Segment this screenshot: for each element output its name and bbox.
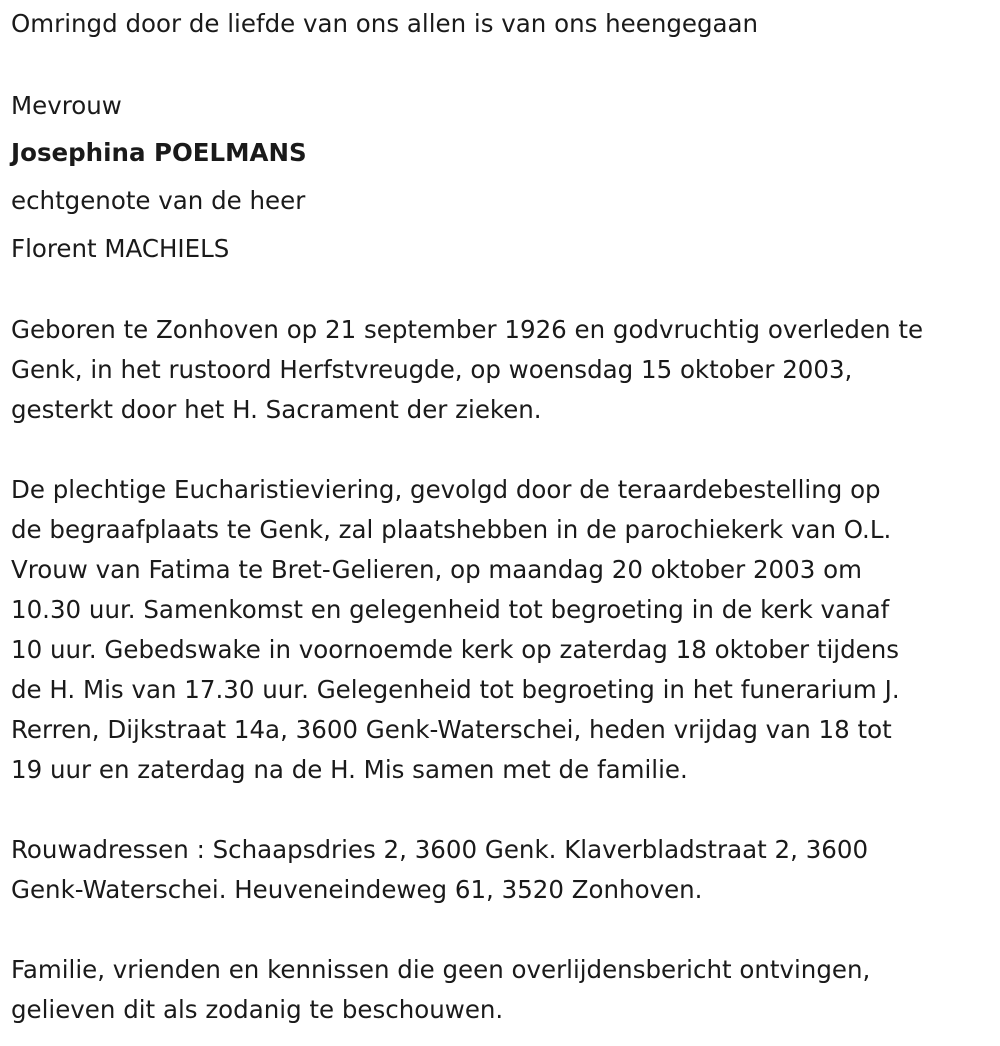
ceremony-line: 19 uur en zaterdag na de H. Mis samen met de familie.: [11, 755, 688, 784]
birth-death-line: Genk, in het rustoord Herfstvreugde, op woensdag 15 oktober 2003,: [11, 355, 853, 384]
deceased-name: Josephina POELMANS: [11, 138, 307, 167]
intro-text: Omringd door de liefde van ons allen is van ons heengegaan: [11, 9, 759, 38]
ceremony-line: de begraafplaats te Genk, zal plaatshebben in de parochiekerk van O.L.: [11, 515, 892, 544]
ceremony-line: 10 uur. Gebedswake in voornoemde kerk op zaterdag 18 oktober tijdens: [11, 635, 899, 664]
title-prefix: Mevrouw: [11, 91, 122, 120]
ceremony-line: 10.30 uur. Samenkomst en gelegenheid tot begroeting in de kerk vanaf: [11, 595, 890, 624]
closing-line: gelieven dit als zodanig te beschouwen.: [11, 995, 504, 1024]
ceremony-line: De plechtige Eucharistieviering, gevolgd door de teraardebestelling op: [11, 475, 881, 504]
birth-death-line: gesterkt door het H. Sacrament der zieken.: [11, 395, 542, 424]
ceremony-line: Rerren, Dijkstraat 14a, 3600 Genk-Waterschei, heden vrijdag van 18 tot: [11, 715, 892, 744]
addresses-line: Genk-Waterschei. Heuveneindeweg 61, 3520 Zonhoven.: [11, 875, 703, 904]
ceremony-line: Vrouw van Fatima te Bret-Gelieren, op maandag 20 oktober 2003 om: [11, 555, 862, 584]
spouse-relation: echtgenote van de heer: [11, 186, 306, 215]
addresses-line: Rouwadressen : Schaapsdries 2, 3600 Genk. Klaverbladstraat 2, 3600: [11, 835, 869, 864]
closing-line: Familie, vrienden en kennissen die geen overlijdensbericht ontvingen,: [11, 955, 871, 984]
ceremony-line: de H. Mis van 17.30 uur. Gelegenheid tot begroeting in het funerarium J.: [11, 675, 900, 704]
spouse-name: Florent MACHIELS: [11, 234, 230, 263]
birth-death-line: Geboren te Zonhoven op 21 september 1926 en godvruchtig overleden te: [11, 315, 924, 344]
